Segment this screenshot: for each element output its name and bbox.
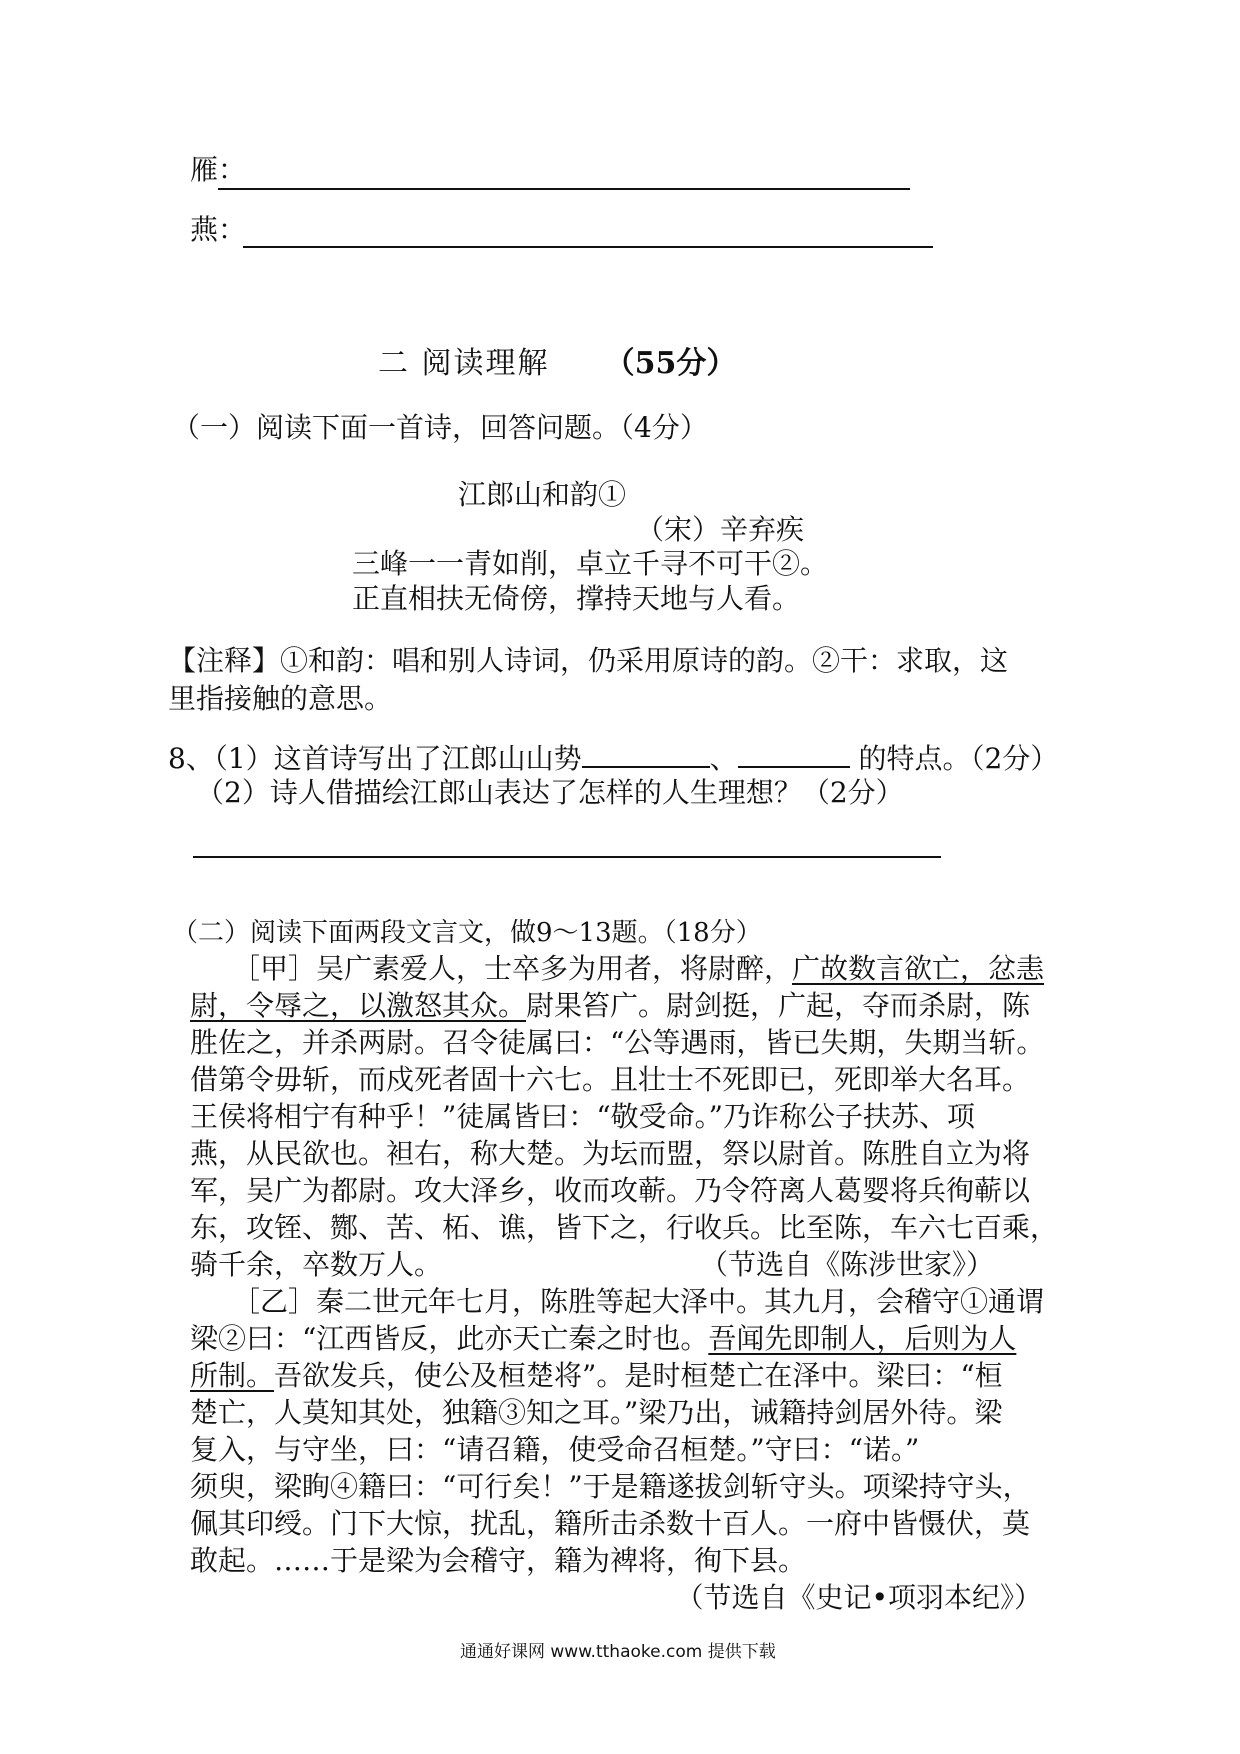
yi-source-line xyxy=(190,1579,1050,1616)
yi-line-6: 须臾，梁眴④籍曰：“可行矣！”于是籍遂拔剑斩守头。项梁持守头， xyxy=(190,1470,1031,1503)
question-8-2: （2）诗人借描绘江郎山表达了怎样的人生理想？（2分） xyxy=(196,776,904,809)
note-text-1: ①和韵：唱和别人诗词，仍采用原诗的韵。②干：求取，这 xyxy=(280,644,1009,677)
jia-underlined-2: 尉，令辱之，以激怒其众。 xyxy=(190,989,527,1022)
yi-underlined-1: 吾闻先即制人，后则为人 xyxy=(708,1322,1017,1355)
fill-label-yan-swallow: 燕： xyxy=(190,213,247,246)
yi-line-4: 楚亡，人莫知其处，独籍③知之耳。”梁乃出，诫籍持剑居外待。梁 xyxy=(190,1396,1003,1429)
section-score: （55分） xyxy=(604,346,737,381)
jia-line-9 xyxy=(190,1246,1050,1283)
jia-line-1 xyxy=(190,950,1050,987)
passage-yi xyxy=(190,1283,1050,1616)
q8-1-suffix: 的特点。（2分） xyxy=(849,742,1059,775)
jia-line-8: 东，攻铚、酂、苦、柘、谯，皆下之，行收兵。比至陈，车六七百乘， xyxy=(190,1211,1059,1244)
answer-line-goose[interactable] xyxy=(218,188,910,190)
answer-line-swallow[interactable] xyxy=(243,246,933,248)
jia-text-1a: ［甲］吴广素爱人，士卒多为用者，将尉醉， xyxy=(246,952,793,985)
q8-1-sep: 、 xyxy=(709,742,738,775)
passage-jia xyxy=(190,950,1059,1283)
jia-line-6: 燕，从民欲也。袒右，称大楚。为坛而盟，祭以尉首。陈胜自立为将 xyxy=(190,1137,1031,1170)
poem-author: （宋）辛弃疾 xyxy=(636,513,805,546)
part2-heading: （二）阅读下面两段文言文，做9～13题。（18分） xyxy=(172,918,762,948)
yi-line-2 xyxy=(190,1320,1050,1357)
jia-underlined-1: 广故数言欲亡，忿恚 xyxy=(792,952,1045,985)
q8-1-prefix: 8、（1）这首诗写出了江郎山山势 xyxy=(168,742,582,775)
note-line-1 xyxy=(168,643,1008,679)
fill-label-yan-goose: 雁： xyxy=(190,153,247,186)
note-label: 【注释】 xyxy=(168,644,281,677)
jia-line-7: 军，吴广为都尉。攻大泽乡，收而攻蕲。乃令符离人葛婴将兵徇蕲以 xyxy=(190,1174,1031,1207)
yi-text-3b: 吾欲发兵，使公及桓楚将”。是时桓楚亡在泽中。梁曰：“桓 xyxy=(274,1359,1003,1392)
jia-line-2 xyxy=(190,987,1050,1024)
jia-text-9: 骑千余，卒数万人。 xyxy=(190,1248,443,1281)
q8-1-blank-b[interactable] xyxy=(738,740,850,768)
jia-line-5: 王侯将相宁有种乎！”徒属皆曰：“敬受命。”乃诈称公子扶苏、项 xyxy=(190,1100,975,1133)
jia-source: （节选自《陈涉世家》） xyxy=(700,1248,995,1281)
yi-line-7: 佩其印绶。门下大惊，扰乱，籍所击杀数十百人。一府中皆慑伏，莫 xyxy=(190,1507,1031,1540)
jia-line-4: 借第令毋斩，而戍死者固十六七。且壮士不死即已，死即举大名耳。 xyxy=(190,1063,1031,1096)
q8-1-blank-a[interactable] xyxy=(582,740,710,768)
jia-line-3: 胜佐之，并杀两尉。召令徒属曰：“公等遇雨，皆已失期，失期当斩。 xyxy=(190,1026,1045,1059)
answer-line-q8-2[interactable] xyxy=(193,856,941,858)
yi-text-1: ［乙］秦二世元年七月，陈胜等起大泽中。其九月，会稽守①通谓 xyxy=(246,1285,1045,1318)
yi-text-2a: 梁②曰：“江西皆反，此亦天亡秦之时也。 xyxy=(190,1322,709,1355)
section-heading xyxy=(378,346,736,382)
yi-line-3 xyxy=(190,1357,1050,1394)
page-footer: 通通好课网 www.tthaoke.com 提供下载 xyxy=(460,1642,776,1662)
section-title: 二 阅读理解 xyxy=(378,346,550,381)
question-8-1 xyxy=(168,740,1058,777)
yi-line-5: 复入，与守坐，曰：“请召籍，使受命召桓楚。”守曰：“诺。” xyxy=(190,1433,920,1466)
poem-line-2: 正直相扶无倚傍，撑持天地与人看。 xyxy=(352,582,801,615)
yi-underlined-2: 所制。 xyxy=(190,1359,275,1392)
yi-line-1 xyxy=(190,1283,1050,1320)
poem-line-1: 三峰一一青如削，卓立千寻不可干②。 xyxy=(352,547,829,580)
poem-title: 江郎山和韵① xyxy=(458,478,627,511)
note-line-2: 里指接触的意思。 xyxy=(168,682,393,715)
yi-line-8: 敢起。……于是梁为会稽守，籍为裨将，徇下县。 xyxy=(190,1544,807,1577)
yi-source: （节选自《史记•项羽本纪》） xyxy=(675,1581,1042,1614)
jia-text-2b: 尉果笞广。尉剑挺，广起，夺而杀尉，陈 xyxy=(526,989,1031,1022)
part1-heading: （一）阅读下面一首诗，回答问题。（4分） xyxy=(172,411,708,444)
